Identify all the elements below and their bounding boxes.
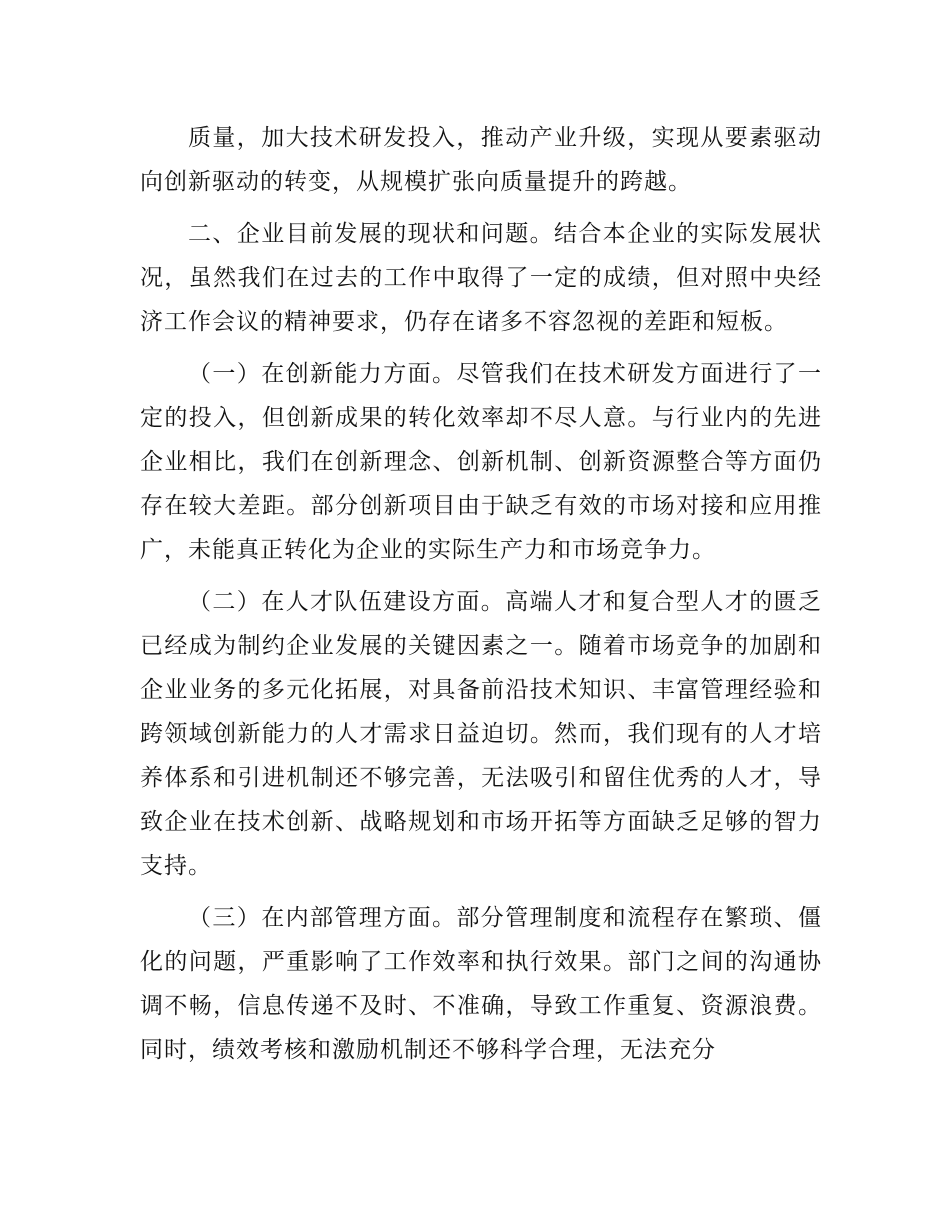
paragraph-talent: （二）在人才队伍建设方面。高端人才和复合型人才的匮乏已经成为制约企业发展的关键因素之一。随着市场竞争的加剧和企业业务的多元化拓展，对具备前沿技术知识、丰富管理经验和跨领域创新能力的人才需求日益迫切。然而，我们现有的人才培养体系和引进机制还不够完善，无法吸引和留住优秀的人才，导致企业在技术创新、战略规划和市场开拓等方面缺乏足够的智力支持。	[140, 589, 822, 879]
paragraph-innovation: （一）在创新能力方面。尽管我们在技术研发方面进行了一定的投入，但创新成果的转化效率却不尽人意。与行业内的先进企业相比，我们在创新理念、创新机制、创新资源整合等方面仍存在较大差距。部分创新项目由于缺乏有效的市场对接和应用推广，未能真正转化为企业的实际生产力和市场竞争力。	[140, 361, 822, 563]
document-body	[140, 116, 822, 1080]
paragraph-management: （三）在内部管理方面。部分管理制度和流程存在繁琐、僵化的问题，严重影响了工作效率和执行效果。部门之间的沟通协调不畅，信息传递不及时、不准确，导致工作重复、资源浪费。同时，绩效考核和激励机制还不够科学合理，无法充分	[140, 905, 822, 1063]
paragraph-continuation: 质量，加大技术研发投入，推动产业升级，实现从要素驱动向创新驱动的转变，从规模扩张向质量提升的跨越。	[140, 125, 822, 195]
paragraph-section-two: 二、企业目前发展的现状和问题。结合本企业的实际发展状况，虽然我们在过去的工作中取得了一定的成绩，但对照中央经济工作会议的精神要求，仍存在诸多不容忽视的差距和短板。	[140, 221, 822, 335]
